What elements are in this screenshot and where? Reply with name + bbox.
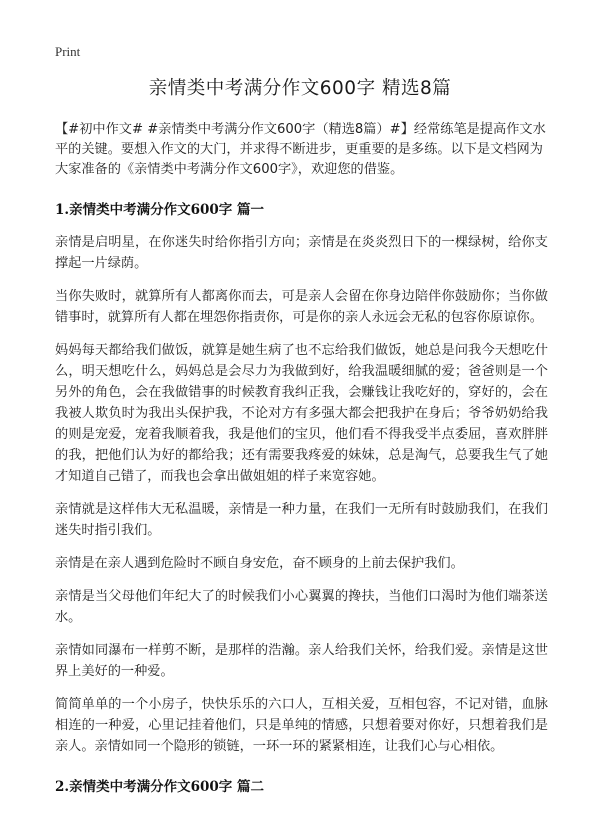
section1-paragraph-3: 妈妈每天都给我们做饭，就算是她生病了也不忘给我们做饭，她总是问我今天想吃什么，明天想吃什么，妈妈总是会尽力为我做到好，给我温暖细腻的爱；爸爸则是一个另外的角色，会在我做错事的时候教育我纠正我，会赚钱让我吃好的，穿好的，会在我被人欺负时为我出头保护我，不论对方有多强大都会把我护在身后；爷爷奶奶给我的则是宠爱，宠着我顺着我，我是他们的宝贝，他们看不得我受半点委屈，喜欢胖胖的我，把他们认为好的都给我；还有需要我疼爱的妹妹，总是淘气，总要我生气了她才知道自己错了，而我也会拿出做姐姐的样子来宽容她。: [55, 343, 548, 484]
section1-paragraph-5: 亲情是在亲人遇到危险时不顾自身安危，奋不顾身的上前去保护我们。: [55, 556, 464, 571]
section1-paragraph-1: 亲情是启明星，在你迷失时给你指引方向；亲情是在炎炎烈日下的一棵绿树，给你支撑起一片绿荫。: [55, 235, 548, 271]
section-heading-1: 1.亲情类中考满分作文600字 篇一: [55, 202, 264, 218]
section-heading-2: 2.亲情类中考满分作文600字 篇二: [55, 779, 264, 795]
section1-paragraph-2: 当你失败时，就算所有人都离你而去，可是亲人会留在你身边陪伴你鼓励你；当你做错事时，就算所有人都在埋怨你指责你，可是你的亲人永远会无私的包容你原谅你。: [55, 289, 548, 325]
document-title: 亲情类中考满分作文600字 精选8篇: [148, 78, 452, 99]
section1-paragraph-4: 亲情就是这样伟大无私温暖，亲情是一种力量，在我们一无所有时鼓励我们，在我们迷失时指引我们。: [55, 502, 548, 538]
section1-paragraph-8: 简简单单的一个小房子，快快乐乐的六口人，互相关爱，互相包容，不记对错，血脉相连的一种爱，心里记挂着他们，只是单纯的情感，只想着要对你好，只想着我们是亲人。亲情如同一个隐形的锁链，一环一环的紧紧相连，让我们心与心相依。: [55, 697, 548, 754]
intro-paragraph: 【#初中作文# #亲情类中考满分作文600字（精选8篇）#】经常练笔是提高作文水平的关键。要想入作文的大门，并求得不断进步，更重要的是多练。以下是文档网为大家准备的《亲情类中考满分作文600字》，欢迎您的借鉴。: [55, 122, 546, 177]
print-label: Print: [55, 44, 81, 59]
document-body: [55, 120, 548, 809]
section1-paragraph-7: 亲情如同瀑布一样剪不断，是那样的浩瀚。亲人给我们关怀，给我们爱。亲情是这世界上美好的一种爱。: [55, 643, 548, 679]
section1-paragraph-6: 亲情是当父母他们年纪大了的时候我们小心翼翼的搀扶，当他们口渴时为他们端茶送水。: [55, 589, 548, 625]
